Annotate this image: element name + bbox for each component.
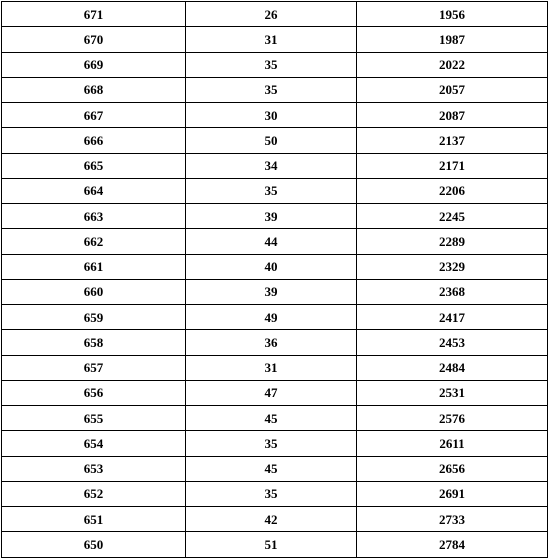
count-cell: 31 xyxy=(186,355,357,380)
cumulative-cell: 2289 xyxy=(357,229,548,254)
cumulative-cell: 2057 xyxy=(357,77,548,102)
table-row xyxy=(2,355,548,380)
score-table-body xyxy=(2,2,548,558)
cumulative-cell: 2171 xyxy=(357,153,548,178)
table-row xyxy=(2,128,548,153)
cumulative-cell: 2087 xyxy=(357,103,548,128)
score-cell: 659 xyxy=(2,305,186,330)
cumulative-cell: 1987 xyxy=(357,27,548,52)
score-cell: 654 xyxy=(2,431,186,456)
count-cell: 35 xyxy=(186,178,357,203)
count-cell: 26 xyxy=(186,2,357,27)
score-cell: 667 xyxy=(2,103,186,128)
score-cell: 665 xyxy=(2,153,186,178)
score-cell: 670 xyxy=(2,27,186,52)
score-cell: 650 xyxy=(2,532,186,557)
count-cell: 36 xyxy=(186,330,357,355)
table-row xyxy=(2,279,548,304)
score-cell: 655 xyxy=(2,406,186,431)
score-cell: 664 xyxy=(2,178,186,203)
score-cell: 653 xyxy=(2,456,186,481)
table-row xyxy=(2,305,548,330)
cumulative-cell: 1956 xyxy=(357,2,548,27)
score-cell: 666 xyxy=(2,128,186,153)
table-row xyxy=(2,229,548,254)
cumulative-cell: 2484 xyxy=(357,355,548,380)
score-cell: 663 xyxy=(2,204,186,229)
table-row xyxy=(2,431,548,456)
count-cell: 45 xyxy=(186,456,357,481)
cumulative-cell: 2453 xyxy=(357,330,548,355)
cumulative-cell: 2329 xyxy=(357,254,548,279)
table-row xyxy=(2,204,548,229)
cumulative-cell: 2206 xyxy=(357,178,548,203)
score-cell: 671 xyxy=(2,2,186,27)
cumulative-cell: 2245 xyxy=(357,204,548,229)
table-row xyxy=(2,153,548,178)
table-row xyxy=(2,330,548,355)
table-row xyxy=(2,380,548,405)
table-row xyxy=(2,52,548,77)
score-cell: 658 xyxy=(2,330,186,355)
count-cell: 35 xyxy=(186,52,357,77)
score-cell: 660 xyxy=(2,279,186,304)
cumulative-cell: 2576 xyxy=(357,406,548,431)
cumulative-cell: 2417 xyxy=(357,305,548,330)
table-row xyxy=(2,532,548,557)
cumulative-cell: 2691 xyxy=(357,481,548,506)
score-cell: 661 xyxy=(2,254,186,279)
score-cell: 668 xyxy=(2,77,186,102)
count-cell: 40 xyxy=(186,254,357,279)
cumulative-cell: 2733 xyxy=(357,507,548,532)
cumulative-cell: 2784 xyxy=(357,532,548,557)
count-cell: 42 xyxy=(186,507,357,532)
table-row xyxy=(2,254,548,279)
score-cell: 656 xyxy=(2,380,186,405)
count-cell: 51 xyxy=(186,532,357,557)
count-cell: 39 xyxy=(186,279,357,304)
score-cell: 657 xyxy=(2,355,186,380)
table-row xyxy=(2,2,548,27)
count-cell: 45 xyxy=(186,406,357,431)
score-cell: 651 xyxy=(2,507,186,532)
score-cell: 662 xyxy=(2,229,186,254)
count-cell: 31 xyxy=(186,27,357,52)
cumulative-cell: 2022 xyxy=(357,52,548,77)
cumulative-cell: 2531 xyxy=(357,380,548,405)
table-row xyxy=(2,406,548,431)
count-cell: 50 xyxy=(186,128,357,153)
table-row xyxy=(2,77,548,102)
score-cell: 669 xyxy=(2,52,186,77)
count-cell: 35 xyxy=(186,77,357,102)
table-row xyxy=(2,103,548,128)
count-cell: 39 xyxy=(186,204,357,229)
count-cell: 47 xyxy=(186,380,357,405)
cumulative-cell: 2611 xyxy=(357,431,548,456)
table-row xyxy=(2,178,548,203)
table-row xyxy=(2,27,548,52)
table-row xyxy=(2,507,548,532)
cumulative-cell: 2368 xyxy=(357,279,548,304)
count-cell: 30 xyxy=(186,103,357,128)
count-cell: 34 xyxy=(186,153,357,178)
cumulative-cell: 2656 xyxy=(357,456,548,481)
count-cell: 35 xyxy=(186,431,357,456)
table-row xyxy=(2,456,548,481)
count-cell: 35 xyxy=(186,481,357,506)
count-cell: 49 xyxy=(186,305,357,330)
cumulative-cell: 2137 xyxy=(357,128,548,153)
score-table xyxy=(1,1,548,558)
table-row xyxy=(2,481,548,506)
score-cell: 652 xyxy=(2,481,186,506)
count-cell: 44 xyxy=(186,229,357,254)
